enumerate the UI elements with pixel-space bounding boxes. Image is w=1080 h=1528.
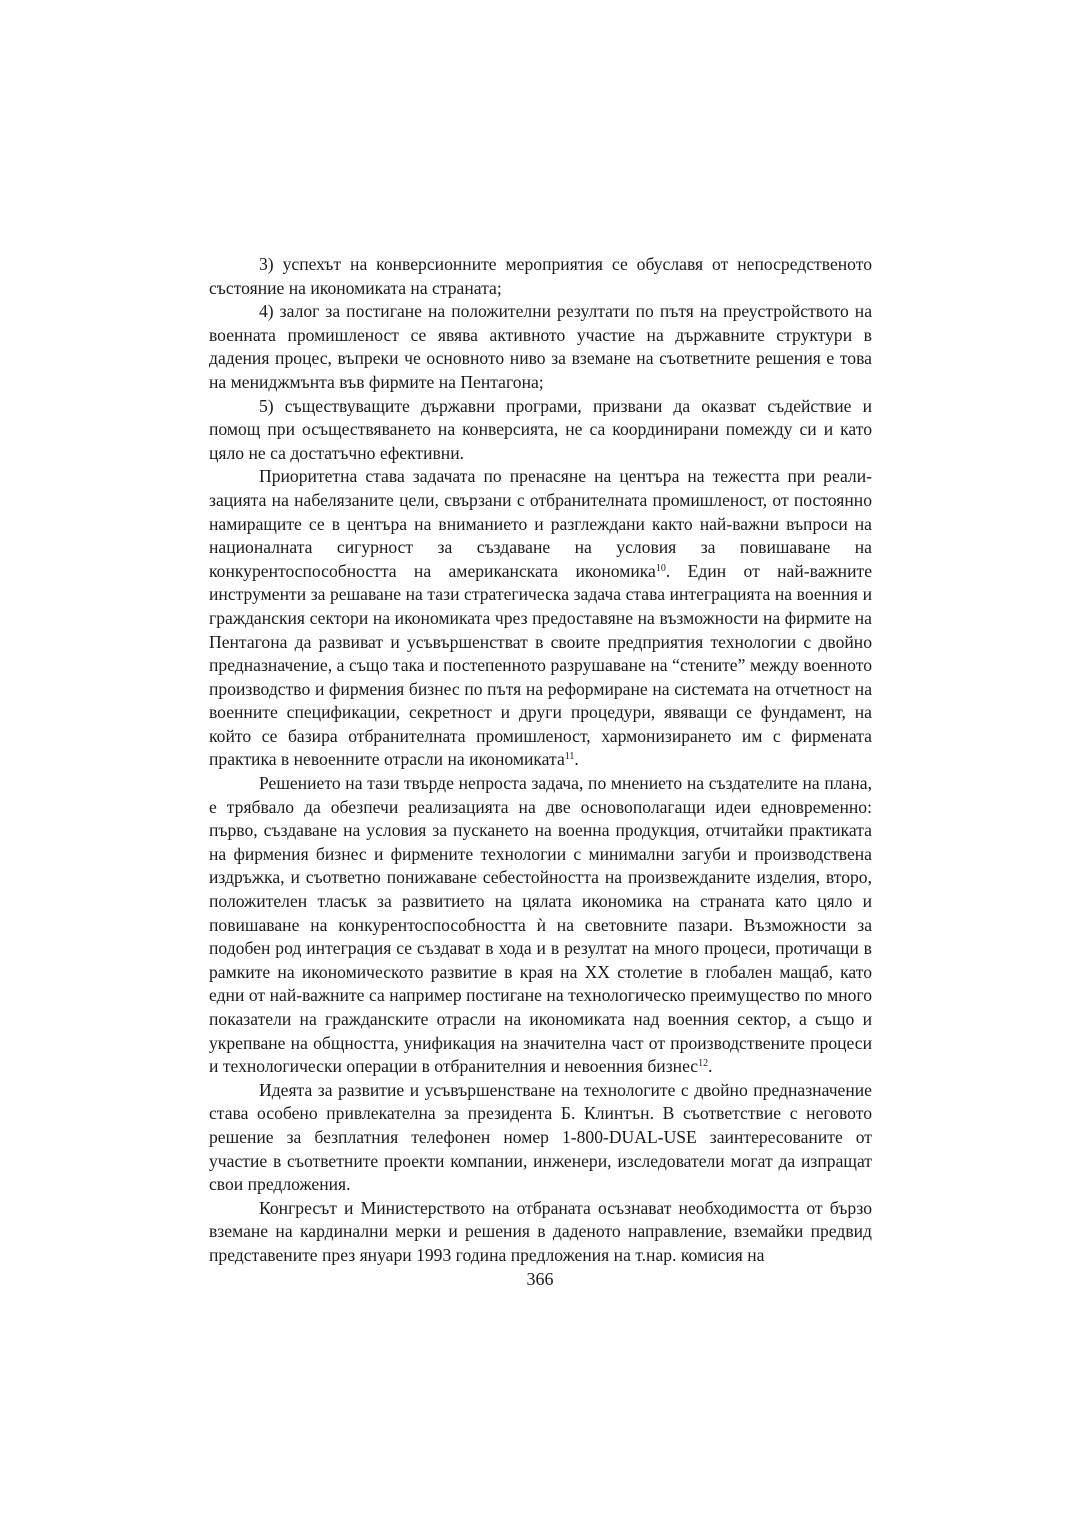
paragraph-text: . Един от най-важните инструменти за решаване на тази стратегическа задача става интеграцията на военния и гражданския сектори на икономиката чрез предоставяне на възможности на фирмите на Пентагона да развиват и усъвършенстват в своите предприятия технологии с двойно предназначение, а също така и постепенното разрушаване на “стените” между военното производство и фирмения бизнес по пътя на реформиране на системата на отчетност на военните спецификации, секретност и други процедури, явяващи се фундамент, на който се базира отбранителната промишленост, хармонизирането им с фирмената практика в невоенните отрасли на икономиката [209, 560, 873, 770]
footnote-ref-11[interactable]: 11 [564, 751, 575, 763]
paragraph-text: . [574, 749, 579, 770]
footnote-ref-12[interactable]: 12 [698, 1058, 709, 1070]
paragraph-text: 5) съществуващите държавни програми, призвани да оказват съдействие и помощ при осъществяването на конверсията, не са координирани помежду си и като цяло не са достатъчно ефективни. [209, 395, 872, 463]
page-number: 366 [526, 1269, 554, 1289]
paragraph-congress [209, 1197, 872, 1268]
body-text [209, 253, 872, 1268]
paragraph-dual-use [209, 1079, 872, 1197]
paragraph-item-5 [209, 395, 872, 466]
paragraph-text: Идеята за развитие и усъвършенстване на технологите с двойно предназначение става особено привлекателна за президента Б. Клинтън. В съответствие с неговото решение за безплатния телефонен номер 1-800-DUAL-USE заинтересованите от участие в съответните проекти компании, инженери, изследователи могат да изпращат свои предложения. [209, 1079, 872, 1195]
footnote-ref-10[interactable]: 10 [655, 562, 666, 574]
paragraph-priority-task [209, 465, 872, 772]
paragraph-text: . [708, 1056, 713, 1077]
paragraph-text: 3) успехът на конверсионните мероприятия се обуславя от непосредственото състояние на икономиката на страната; [209, 254, 872, 298]
paragraph-item-4 [209, 300, 872, 394]
paragraph-text: Приоритетна става задачата по пренасяне на центъра на тежестта при реализацията на набелязаните цели, свързани с отбранителната промишленост, от постоянно намиращите се в центъра на вниманието и разглеждани както най-важни въпроси на националната сигурност за създаване на условия за повишаване на конкурентоспособността на американската икономика [209, 466, 872, 581]
paragraph-solution [209, 772, 872, 1079]
paragraph-text: Решението на тази твърде непроста задача, по мнението на създателите на плана, е трябвало да обезпечи реализацията на две основополагащи идеи едновременно: първо, създаване на условия за пускането на военна продукция, отчитайки практиката на фирмения бизнес и фирмените технологии с минимални загуби и производствена издръжка, и съответно понижаване себестойността на произвежданите изделия, второ, положителен тласък за развитието на цялата икономика на страната като цяло и повишаване на конкурентоспособността ѝ на световните пазари. Възможности за подобен род интеграция се създават в хода и в резултат на много процеси, протичащи в рамките на икономическото развитие в края на XX столетие в глобален мащаб, като едни от най-важните са например постигане на технологическо преимущество по много показатели на гражданските отрасли на икономиката над военния сектор, а също и укрепване на общността, унификация на значителна част от производствените процеси и технологически операции в отбранителния и невоенния бизнес [209, 773, 872, 1077]
paragraph-text: 4) залог за постигане на положителни резултати по пътя на преустройството на военната промишленост се явява активното участие на държавните структури в дадения процес, въпреки че основното ниво за вземане на съответните решения е това на мениджмънта във фирмите на Пентагона; [209, 301, 872, 392]
paragraph-text: Конгресът и Министерството на отбраната осъзнават необходимостта от бързо вземане на кардинални мерки и решения в даденото направление, вземайки предвид представените през януари 1993 година предложения на т.нар. комисия на [209, 1197, 872, 1265]
paragraph-item-3 [209, 253, 872, 300]
